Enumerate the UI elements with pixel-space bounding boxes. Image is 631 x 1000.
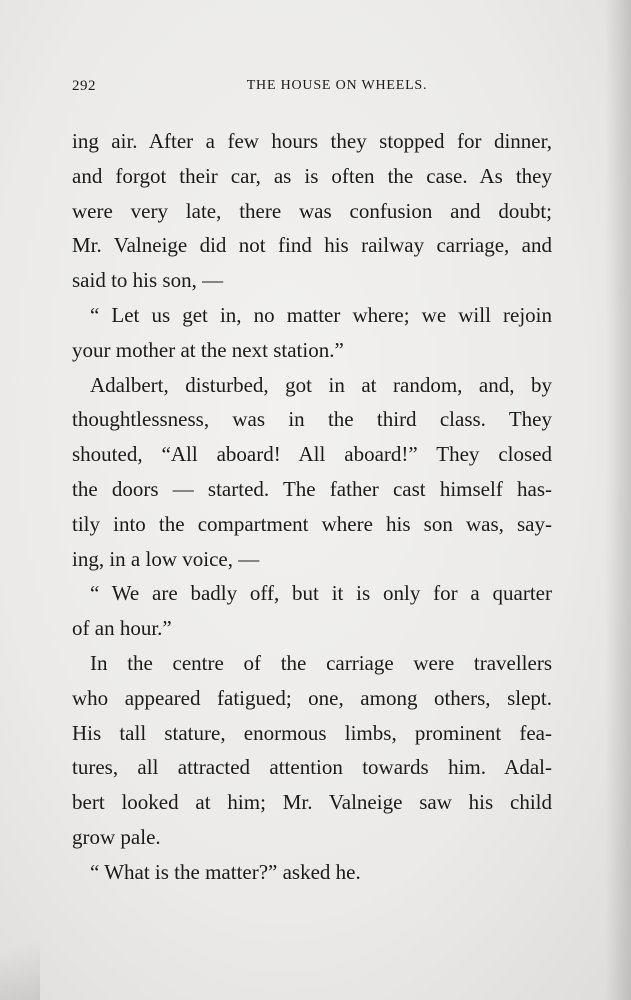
text-line: tures, all attracted attention towards him. Adal-	[72, 755, 552, 780]
text-line: bert looked at him; Mr. Valneige saw his child	[72, 790, 552, 815]
text-line: In the centre of the carriage were travellers	[90, 650, 552, 675]
text-line: tily into the compartment where his son was, say-	[72, 511, 552, 536]
text-line: and forgot their car, as is often the case. As they	[72, 163, 552, 188]
text-line: ing air. After a few hours they stopped for dinner,	[72, 129, 552, 153]
text-line: of an hour.”	[72, 616, 172, 641]
text-line: thoughtlessness, was in the third class. They	[72, 407, 552, 432]
text-line: “ What is the matter?” asked he.	[90, 859, 361, 884]
page-edge-shadow	[605, 0, 631, 1000]
text-line: Mr. Valneige did not find his railway carriage, and	[72, 233, 552, 258]
text-line: the doors — started. The father cast himself has-	[72, 476, 552, 501]
text-line: “ We are badly off, but it is only for a quarter	[90, 581, 552, 606]
text-line: His tall stature, enormous limbs, prominent fea-	[72, 720, 552, 745]
page-number: 292	[72, 78, 96, 94]
text-line: were very late, there was confusion and doubt;	[72, 198, 552, 223]
running-head: THE HOUSE ON WHEELS.	[246, 78, 428, 93]
text-line: said to his son, —	[72, 268, 224, 293]
text-line: ing, in a low voice, —	[72, 546, 260, 571]
body-text	[72, 124, 552, 890]
text-line: Adalbert, disturbed, got in at random, and, by	[90, 372, 552, 397]
page-header	[72, 78, 552, 100]
text-line: “ Let us get in, no matter where; we will rejoin	[90, 302, 552, 327]
text-line: shouted, “All aboard! All aboard!” They closed	[72, 442, 552, 467]
text-line: your mother at the next station.”	[72, 337, 344, 362]
text-line: grow pale.	[72, 824, 161, 849]
text-line: who appeared fatigued; one, among others, slept.	[72, 685, 552, 710]
page-corner-crease	[0, 910, 40, 1000]
